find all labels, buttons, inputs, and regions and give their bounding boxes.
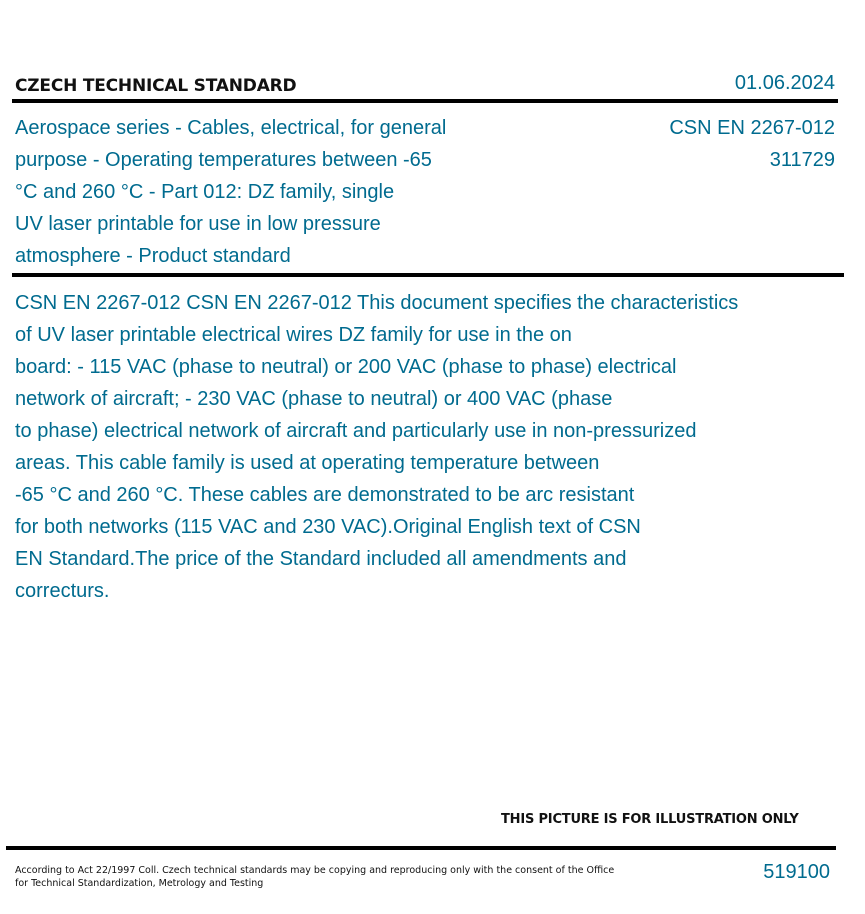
- title-line: purpose - Operating temperatures between -65: [15, 149, 432, 171]
- header-divider: [12, 99, 838, 103]
- description-line: network of aircraft; - 230 VAC (phase to neutral) or 400 VAC (phase: [15, 388, 613, 410]
- footer-divider: [6, 846, 836, 850]
- description-line: to phase) electrical network of aircraft and particularly use in non-pressurized: [15, 420, 697, 442]
- standard-identifiers: [669, 112, 835, 176]
- legal-line: According to Act 22/1997 Coll. Czech technical standards may be copying and reproducing only with the consent of the Office: [15, 865, 615, 876]
- title-line: UV laser printable for use in low pressure: [15, 213, 381, 235]
- legal-notice: [15, 864, 615, 890]
- catalog-number: 311729: [769, 149, 835, 171]
- legal-line: for Technical Standardization, Metrology and Testing: [15, 878, 264, 889]
- title-line: °C and 260 °C - Part 012: DZ family, single: [15, 181, 395, 203]
- title-line: Aerospace series - Cables, electrical, for general: [15, 117, 447, 139]
- standard-description: [15, 287, 825, 607]
- description-line: for both networks (115 VAC and 230 VAC).Original English text of CSN: [15, 516, 641, 538]
- description-line: CSN EN 2267-012 CSN EN 2267-012 This document specifies the characteristics: [15, 292, 739, 314]
- description-line: of UV laser printable electrical wires DZ family for use in the on: [15, 324, 572, 346]
- description-line: areas. This cable family is used at operating temperature between: [15, 452, 600, 474]
- description-line: -65 °C and 260 °C. These cables are demonstrated to be arc resistant: [15, 484, 635, 506]
- description-line: correcturs.: [15, 580, 110, 602]
- standard-type-label: CZECH TECHNICAL STANDARD: [15, 76, 297, 96]
- footer-code: 519100: [763, 861, 830, 883]
- description-line: board: - 115 VAC (phase to neutral) or 200 VAC (phase to phase) electrical: [15, 356, 677, 378]
- standard-code: CSN EN 2267-012: [669, 117, 835, 139]
- title-divider: [12, 273, 844, 277]
- illustration-disclaimer: THIS PICTURE IS FOR ILLUSTRATION ONLY: [501, 812, 799, 827]
- publication-date: 01.06.2024: [734, 72, 835, 94]
- title-line: atmosphere - Product standard: [15, 245, 291, 267]
- standard-title: [15, 112, 495, 272]
- description-line: EN Standard.The price of the Standard included all amendments and: [15, 548, 627, 570]
